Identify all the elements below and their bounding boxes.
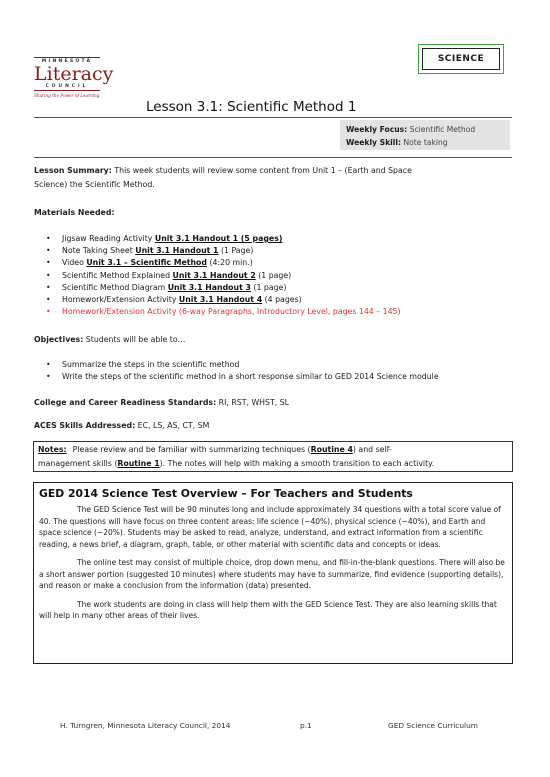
objectives-label: Objectives:	[34, 335, 84, 344]
notes-text: ). The notes will help with making a smooth transition to each activity.	[159, 459, 435, 468]
material-text: Jigsaw Reading Activity	[62, 234, 155, 243]
materials-heading-text: Materials Needed:	[34, 208, 115, 217]
material-item	[34, 282, 512, 294]
material-note: (1 Page)	[218, 246, 254, 256]
material-note: (1 page)	[255, 270, 292, 280]
notes-text: Please review and be familiar with summarizing techniques (	[72, 445, 311, 454]
material-item	[34, 270, 512, 282]
ged-overview-title: GED 2014 Science Test Overview – For Teachers and Students	[39, 487, 413, 500]
objectives-text: Students will be able to…	[83, 335, 186, 344]
weekly-focus-box	[340, 120, 510, 150]
header-divider	[34, 157, 512, 158]
material-item	[34, 233, 512, 245]
ged-paragraph: The GED Science Test will be 90 minutes long and include approximately 34 questions with a total score value of 40. The questions will have focus on three content areas: life science (~40%), physical science (~40%), and Earth and space science (~20%). Students may be asked to read, analyze, understand, and extract information from a scientific reading, a news brief, a diagram, graph, table, or other material with scientific data and concepts or ideas.	[39, 505, 501, 549]
material-link[interactable]: Unit 3.1 Handout 1	[135, 246, 219, 256]
logo-state: MINNESOTA	[34, 57, 100, 64]
footer-page: p.1	[300, 721, 312, 730]
materials-list	[34, 233, 512, 318]
lesson-summary	[34, 164, 512, 192]
aces-value: EC, LS, AS, CT, SM	[135, 421, 210, 430]
routine-4-link[interactable]: Routine 4	[310, 445, 353, 454]
material-item	[34, 257, 512, 269]
footer-curriculum: GED Science Curriculum	[388, 721, 478, 730]
material-link[interactable]: Unit 3.1 Handout 4	[178, 295, 263, 305]
science-tag	[418, 44, 504, 74]
aces-skills	[34, 419, 209, 433]
ged-overview-box	[33, 482, 513, 664]
material-text: Homework/Extension Activity	[62, 295, 179, 305]
title-divider	[34, 117, 512, 118]
science-label: SCIENCE	[422, 48, 500, 70]
material-text: Scientific Method Explained	[62, 270, 173, 280]
objective-item: • Summarize the steps in the scientific method	[34, 359, 524, 371]
objectives	[34, 333, 185, 347]
objectives-list	[34, 359, 524, 383]
ged-paragraph: The work students are doing in class will help them with the GED Science Test. They are also learning skills that will help in many other areas of their lives.	[39, 599, 497, 620]
notes-text: ) and self-	[352, 445, 392, 454]
weekly-focus-label: Weekly Focus:	[346, 125, 408, 134]
aces-label: ACES Skills Addressed:	[34, 421, 136, 430]
lesson-summary-text1: This week students will review some content from Unit 1 – (Earth and Space	[111, 166, 412, 175]
lesson-summary-label: Lesson Summary:	[34, 166, 112, 175]
routine-1-link[interactable]: Routine 1	[117, 459, 160, 468]
objective-item: • Write the steps of the scientific method in a short response similar to GED 2014 Science module	[34, 371, 524, 383]
material-item-extension: • Homework/Extension Activity (6-way Paragraphs, Introductory Level, pages 144 – 145)	[34, 306, 512, 318]
material-link[interactable]: Unit 3.1 Handout 3	[167, 282, 251, 292]
logo-name: Literacy	[34, 63, 114, 85]
weekly-focus-value: Scientific Method	[409, 125, 476, 134]
ged-paragraph: The online test may consist of multiple choice, drop down menu, and fill-in-the-blank questions. There will also be a short answer portion (suggested 10 minutes) where students may have to summarize, find evidence (supporting details), and reason or make a conclusion from the information (data) presented.	[39, 558, 505, 590]
material-text: Scientific Method Diagram	[62, 282, 168, 292]
lesson-title: Lesson 3.1: Scientific Method 1	[146, 99, 357, 115]
material-link[interactable]: Unit 3.1 – Scientific Method	[86, 258, 207, 268]
literacy-council-logo	[34, 57, 124, 117]
notes-label: Notes:	[38, 445, 67, 454]
material-item	[34, 294, 512, 306]
material-item	[34, 245, 512, 257]
material-text: Video	[62, 258, 87, 268]
material-note: (1 page)	[250, 282, 287, 292]
material-note: (4 pages)	[262, 295, 302, 305]
ccr-standards	[34, 396, 289, 410]
material-text: Note Taking Sheet	[62, 246, 136, 256]
materials-heading	[34, 206, 115, 220]
notes-box	[33, 441, 513, 472]
notes-text: management skills (	[38, 459, 118, 468]
material-link[interactable]: Unit 3.1 Handout 2	[172, 270, 256, 280]
weekly-skill-label: Weekly Skill:	[346, 138, 402, 147]
material-link[interactable]: Unit 3.1 Handout 1 (5 pages)	[154, 234, 283, 243]
ccr-value: RI, RST, WHST, SL	[216, 398, 289, 407]
weekly-skill-value: Note taking	[403, 138, 448, 147]
ccr-label: College and Career Readiness Standards:	[34, 398, 217, 407]
material-note: (4:20 min.)	[207, 258, 253, 268]
logo-tagline: Sharing the Power of Learning	[34, 93, 100, 98]
lesson-summary-text2: Science) the Scientific Method.	[34, 180, 155, 189]
logo-council: COUNCIL	[34, 84, 100, 91]
footer-author: H. Turngren, Minnesota Literacy Council, 2014	[60, 721, 231, 730]
